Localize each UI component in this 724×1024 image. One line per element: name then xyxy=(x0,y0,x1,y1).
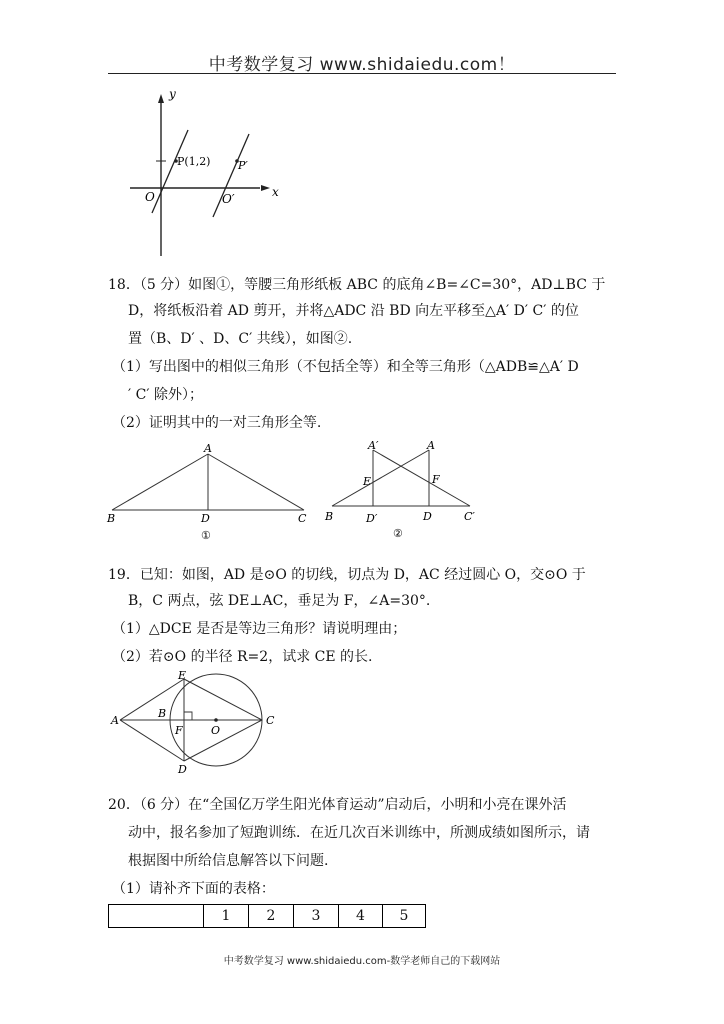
point-p-prime-label: P′ xyxy=(238,159,248,172)
label-b: B xyxy=(107,512,116,525)
center-o xyxy=(214,718,218,722)
q20-line-1: 20．（6 分）在“全国亿万学生阳光体育运动”启动后，小明和小亮在课外活 xyxy=(108,797,567,813)
label-d: D xyxy=(423,510,432,523)
q19-line-4: （2）若⊙O 的半径 R=2，试求 CE 的长. xyxy=(112,649,373,665)
figure-coordinate-plane xyxy=(130,88,290,260)
origin-label: O xyxy=(145,190,155,204)
score-table xyxy=(108,904,426,928)
table-header-cell: 5 xyxy=(382,905,425,927)
q18-line-1: 18．（5 分）如图①，等腰三角形纸板 ABC 的底角∠B=∠C=30°，AD⊥BC 于 xyxy=(108,277,606,293)
label-d-prime: D′ xyxy=(366,512,378,525)
header-rule xyxy=(108,73,616,74)
q18-line-3: 置（B、D′ 、D、C′ 共线），如图②. xyxy=(128,331,353,347)
label-f: F xyxy=(432,473,440,486)
side-ba xyxy=(332,450,429,506)
table-header-cell: 1 xyxy=(203,905,248,927)
caption-1: ① xyxy=(201,529,211,542)
label-d: D xyxy=(201,512,210,525)
figure-18-2 xyxy=(322,438,482,542)
label-c: C xyxy=(298,512,307,525)
table-header-cell xyxy=(108,905,204,927)
q20-line-3: 根据图中所给信息解答以下问题. xyxy=(128,853,329,869)
label-b: B xyxy=(158,707,167,720)
segment-ec xyxy=(184,679,262,720)
q18-line-2: D，将纸板沿着 AD 剪开，并将△ADC 沿 BD 向左平移至△A′ D′ C′ 的位 xyxy=(128,303,579,319)
side-a-prime-c-prime xyxy=(373,450,470,506)
y-axis-arrow xyxy=(158,94,164,103)
q19-line-2: B，C 两点，弦 DE⊥AC，垂足为 F，∠A=30°. xyxy=(128,593,431,609)
point-p-label: P(1,2) xyxy=(177,155,211,168)
label-a: A xyxy=(204,442,212,455)
q20-line-2: 动中，报名参加了短跑训练．在近几次百米训练中，所测成绩如图所示，请 xyxy=(128,825,590,841)
segment-dc xyxy=(184,720,262,761)
right-angle-mark xyxy=(184,712,192,720)
label-c-prime: C′ xyxy=(464,510,475,523)
figure-19-circle xyxy=(106,668,282,776)
label-a: A xyxy=(427,439,435,452)
q20-line-4: （1）请补齐下面的表格： xyxy=(112,881,275,897)
label-d: D xyxy=(178,763,187,776)
side-ac xyxy=(208,454,304,510)
page-footer: 中考数学复习 www.shidaiedu.com-数学老师自己的下载网站 xyxy=(223,956,501,967)
q18-line-5: ′ C′ 除外）； xyxy=(128,387,203,403)
x-axis-label: x xyxy=(272,185,279,199)
side-ab xyxy=(112,454,208,510)
table-header-cell: 3 xyxy=(293,905,338,927)
label-f: F xyxy=(175,724,183,737)
origin-prime-label: O′ xyxy=(222,192,235,206)
q19-line-3: （1）△DCE 是否是等边三角形？请说明理由； xyxy=(112,621,407,637)
table-header-cell: 2 xyxy=(248,905,293,927)
y-axis-label: y xyxy=(169,88,176,101)
label-o: O xyxy=(211,724,221,737)
q18-line-6: （2）证明其中的一对三角形全等. xyxy=(112,415,322,431)
figure-18-1 xyxy=(104,440,316,544)
line-through-origin xyxy=(152,130,188,213)
label-e: E xyxy=(363,475,372,488)
x-axis-arrow xyxy=(261,185,270,191)
q19-line-1: 19．已知：如图，AD 是⊙O 的切线，切点为 D，AC 经过圆心 O，交⊙O 于 xyxy=(108,567,586,583)
q18-line-4: （1）写出图中的相似三角形（不包括全等）和全等三角形（△ADB≌△A′ D xyxy=(112,359,579,375)
label-b: B xyxy=(325,510,334,523)
label-a: A xyxy=(111,714,119,727)
table-header-cell: 4 xyxy=(338,905,382,927)
label-e: E xyxy=(178,669,187,682)
page-header-title: 中考数学复习 www.shidaiedu.com！ xyxy=(208,55,516,75)
label-a-prime: A′ xyxy=(368,439,379,452)
label-c: C xyxy=(266,714,275,727)
caption-2: ② xyxy=(393,527,403,540)
